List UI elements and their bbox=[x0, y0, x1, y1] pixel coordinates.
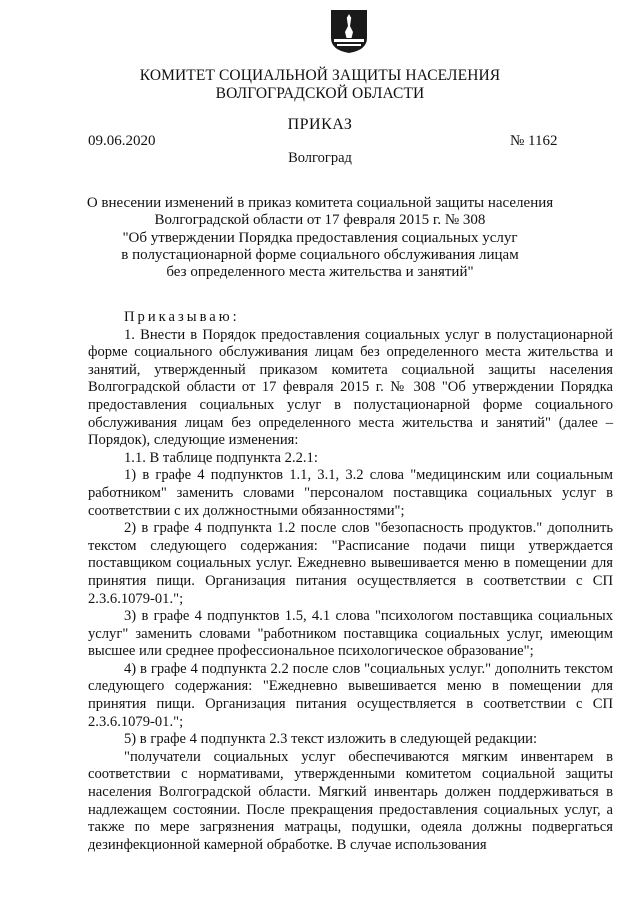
document-subject bbox=[0, 195, 640, 281]
document-body bbox=[88, 309, 613, 854]
volgograd-coat-of-arms-icon bbox=[329, 8, 369, 54]
subject-line: О внесении изменений в приказ комитета социальной защиты населения bbox=[86, 195, 554, 211]
organization-line-1: КОМИТЕТ СОЦИАЛЬНОЙ ЗАЩИТЫ НАСЕЛЕНИЯ bbox=[139, 67, 501, 84]
subject-line: Волгоградской области от 17 февраля 2015 г. № 308 bbox=[154, 212, 486, 229]
organization-line-2: ВОЛГОГРАДСКОЙ ОБЛАСТИ bbox=[215, 85, 425, 102]
item-1: 1) в графе 4 подпунктов 1.1, 3.1, 3.2 слова "медицинским или социальным работником" заменить словами "персоналом поставщика социальных услуг в соответствии с их должностными обязанностями"; bbox=[88, 467, 613, 519]
subject-line: в полустационарной форме социального обслуживания лицам bbox=[121, 246, 519, 263]
subject-line: "Об утверждении Порядка предоставления социальных услуг bbox=[122, 229, 518, 246]
paragraph-1-1: 1.1. В таблице подпункта 2.2.1: bbox=[124, 449, 318, 466]
quoted-text: "получатели социальных услуг обеспечиваются мягким инвентарем в соответствии с нормативами, утвержденными комитетом социальной защиты населения Волгоградской области. Мягкий инвентарь должен поддерживаться в надлежащем состоянии. После прекращения предоставления социальных услуг, а также по мере загрязнения матрацы, подушки, одеяла должны подвергаться дезинфекционной камерной обработке. В случае использования bbox=[88, 748, 613, 853]
item-4: 4) в графе 4 подпункта 2.2 после слов "социальных услуг." дополнить текстом следующего содержания: "Ежедневно вывешивается меню в помещении для принятия пищи. Организация питания осуществляется в соответствии с СП 2.3.6.1079-01."; bbox=[88, 660, 613, 730]
document-type: ПРИКАЗ bbox=[287, 116, 353, 133]
item-3: 3) в графе 4 подпунктов 1.5, 4.1 слова "психологом поставщика социальных услуг" заменить словами "работником поставщика социальных услуг, имеющим высшее или среднее профессиональное психологическое образование"; bbox=[88, 608, 613, 660]
document-number: № 1162 bbox=[510, 133, 558, 149]
document-date: 09.06.2020 bbox=[88, 133, 156, 149]
order-heading: Приказываю: bbox=[124, 309, 240, 325]
item-5: 5) в графе 4 подпункта 2.3 текст изложить в следующей редакции: bbox=[124, 731, 538, 748]
organization-name bbox=[0, 67, 640, 103]
paragraph-1: 1. Внести в Порядок предоставления социальных услуг в полустационарной форме социального обслуживания лицам без определенного места жительства и занятий, утвержденный приказом комитета социальной защиты населения Волгоградской области от 17 февраля 2015 г. № 308 "Об утверждении Порядка предоставления социальных услуг в полустационарной форме социального обслуживания лицам без определенного места жительства и занятий" (далее – Порядок), следующие изменения: bbox=[88, 326, 613, 449]
subject-line: без определенного места жительства и занятий" bbox=[166, 264, 474, 281]
item-2: 2) в графе 4 подпункта 1.2 после слов "безопасность продуктов." дополнить текстом следующего содержания: "Расписание подачи пищи утверждается поставщиком социальных услуг. Ежедневно вывешивается меню в помещении для принятия пищи. Организация питания осуществляется в соответствии с СП 2.3.6.1079-01."; bbox=[88, 520, 613, 607]
document-city: Волгоград bbox=[288, 150, 352, 166]
